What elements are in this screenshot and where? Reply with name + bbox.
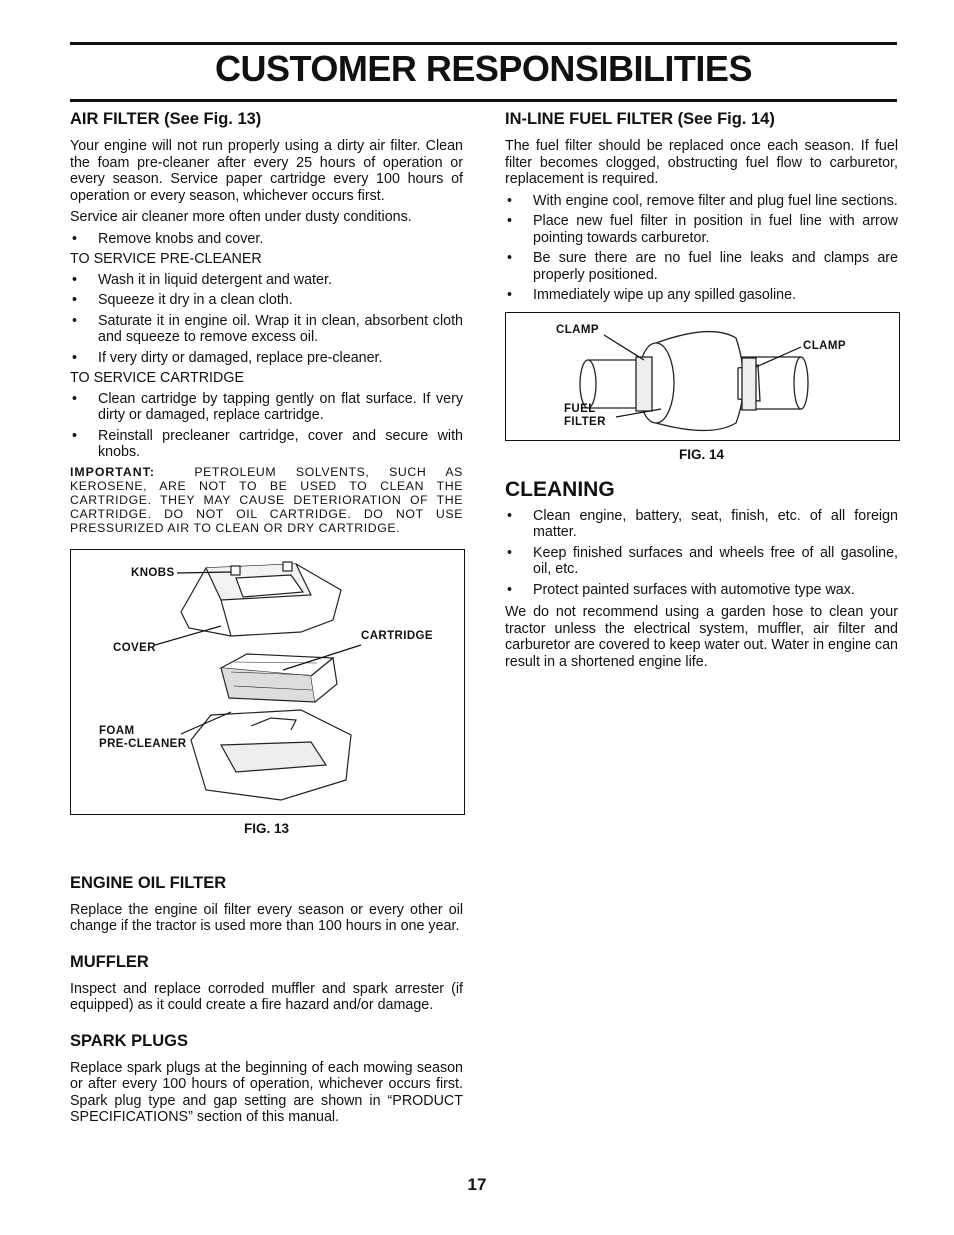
page-title: CUSTOMER RESPONSIBILITIES (215, 48, 752, 89)
cleaning-list (505, 508, 898, 599)
list-item: • Squeeze it dry in a clean cloth. (70, 292, 463, 309)
spark-plugs-heading: SPARK PLUGS (70, 1031, 188, 1050)
list-item: • Reinstall precleaner cartridge, cover and secure with knobs. (70, 428, 463, 461)
air-filter-illustration (71, 550, 464, 814)
title-underline (70, 99, 897, 102)
muffler-heading: MUFFLER (70, 952, 149, 971)
list-item: • Wash it in liquid detergent and water. (70, 272, 463, 289)
list-item: • Keep finished surfaces and wheels free of all gasoline, oil, etc. (505, 545, 898, 578)
list-item: • Saturate it in engine oil. Wrap it in clean, absorbent cloth and squeeze to remove excess oil. (70, 313, 463, 346)
important-text: PETROLEUM SOLVENTS, SUCH AS KEROSENE, ARE NOT TO BE USED TO CLEAN THE CARTRIDGE. THEY MAY CAUSE DETERIORATION OF THE CARTRIDGE. DO NOT OIL CARTRIDGE. DO NOT USE PRESSURIZED AIR TO CLEAN OR DRY CARTRIDGE. (70, 464, 463, 535)
label-cartridge: CARTRIDGE (361, 629, 433, 642)
fuel-filter-list (505, 193, 898, 304)
fig-14-caption: FIG. 14 (678, 446, 724, 462)
important-warning (70, 465, 463, 535)
label-clamp-right: CLAMP (803, 339, 846, 352)
cartridge-subheading: TO SERVICE CARTRIDGE (70, 370, 244, 386)
label-cover: COVER (113, 641, 156, 654)
top-rule (70, 42, 897, 45)
label-filter: FILTER (564, 415, 606, 428)
important-label: IMPORTANT: (70, 464, 155, 479)
air-filter-intro: Your engine will not run properly using a dirty air filter. Clean the foam pre-cleaner after every 25 hours of operation or every season. Service paper cartridge every 100 hours of operation or every season, whichever occurs first. (70, 138, 463, 204)
fuel-filter-heading: IN-LINE FUEL FILTER (See Fig. 14) (505, 110, 775, 128)
page-number: 17 (467, 1175, 487, 1194)
fuel-filter-intro: The fuel filter should be replaced once each season. If fuel filter becomes clogged, obstructing fuel flow to carburetor, replacement is required. (505, 138, 898, 187)
label-knobs: KNOBS (131, 566, 175, 579)
spark-plugs-text: Replace spark plugs at the beginning of each mowing season or after every 100 hours of operation, whichever occurs first. Spark plug type and gap setting are shown in “PRODUCT SPECIFICATIONS” section of this manual. (70, 1059, 463, 1125)
muffler-text: Inspect and replace corroded muffler and spark arrester (if equipped) as it could create a fire hazard and/or damage. (70, 980, 463, 1013)
label-foam: FOAM (99, 724, 135, 737)
fig-14-box (505, 312, 900, 441)
fig-13-box (70, 549, 465, 815)
right-column (505, 110, 898, 675)
fig-13-caption: FIG. 13 (243, 820, 289, 836)
list-item: • If very dirty or damaged, replace pre-cleaner. (70, 350, 463, 367)
list-item: • With engine cool, remove filter and plug fuel line sections. (505, 193, 898, 210)
left-column (70, 110, 463, 1131)
list-item: • Protect painted surfaces with automotive type wax. (505, 582, 898, 599)
cartridge-list (70, 391, 463, 461)
list-item: • Clean cartridge by tapping gently on flat surface. If very dirty or damaged, replace cartridge. (70, 391, 463, 424)
list-item: • Immediately wipe up any spilled gasoline. (505, 287, 898, 304)
pre-cleaner-list (70, 272, 463, 367)
pre-cleaner-subheading: TO SERVICE PRE-CLEANER (70, 251, 262, 267)
air-filter-dusty-note: Service air cleaner more often under dusty conditions. (70, 209, 412, 225)
list-item: • Clean engine, battery, seat, finish, etc. of all foreign matter. (505, 508, 898, 541)
label-fuel: FUEL (564, 402, 596, 415)
cleaning-text: We do not recommend using a garden hose to clean your tractor unless the electrical system, muffler, air filter and carburetor are covered to keep water out. Water in engine can result in a shortened engine life. (505, 604, 898, 670)
list-item: • Be sure there are no fuel line leaks and clamps are properly positioned. (505, 250, 898, 283)
label-clamp-left: CLAMP (556, 323, 599, 336)
air-filter-heading: AIR FILTER (See Fig. 13) (70, 110, 262, 128)
cleaning-heading: CLEANING (505, 477, 615, 501)
air-filter-list-1 (70, 231, 463, 248)
engine-oil-filter-heading: ENGINE OIL FILTER (70, 873, 227, 892)
list-item: • Place new fuel filter in position in fuel line with arrow pointing towards carburetor. (505, 213, 898, 246)
list-item: • Remove knobs and cover. (70, 231, 463, 248)
engine-oil-filter-text: Replace the engine oil filter every season or every other oil change if the tractor is used more than 100 hours in one year. (70, 901, 463, 934)
label-pre-cleaner: PRE-CLEANER (99, 737, 187, 750)
